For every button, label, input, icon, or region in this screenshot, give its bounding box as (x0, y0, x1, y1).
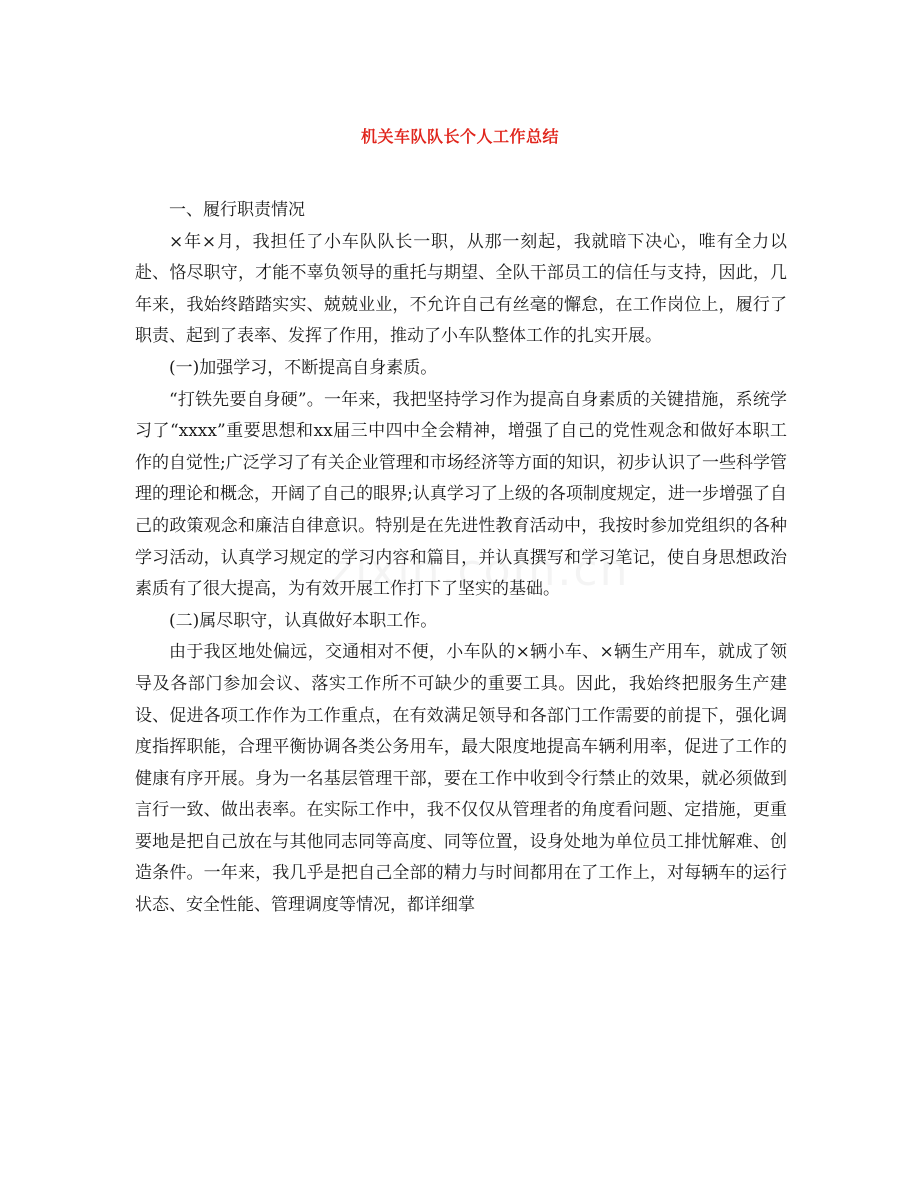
document-title: 机关车队队长个人工作总结 (360, 127, 559, 146)
paragraph-duty: 由于我区地处偏远，交通相对不便，小车队的×辆小车、×辆生产用车，就成了领导及各部门参加会议、落实工作所不可缺少的重要工具。因此，我始终把服务生产建设、促进各项工作作为工作重点，在有效满足领导和各部门工作需要的前提下，强化调度指挥职能，合理平衡协调各类公务用车，最大限度地提高车辆利用率，促进了工作的健康有序开展。身为一名基层管理干部，要在工作中收到令行禁止的效果，就必须做到言行一致、做出表率。在实际工作中，我不仅仅从管理者的角度看问题、定措施，更重要地是把自己放在与其他同志同等高度、同等位置，设身处地为单位员工排忧解难、创造条件。一年来，我几乎是把自己全部的精力与时间都用在了工作上，对每辆车的运行状态、安全性能、管理调度等情况，都详细掌 (135, 642, 787, 916)
document-body (135, 195, 787, 922)
subheading-duty: (二)属尽职守，认真做好本职工作。 (169, 610, 438, 631)
subheading-study: (一)加强学习，不断提高自身素质。 (169, 357, 438, 378)
paragraph-study: “打铁先要自身硬”。一年来，我把坚持学习作为提高自身素质的关键措施，系统学习了“xxxx”重要思想和xx届三中四中全会精神，增强了自己的党性观念和做好本职工作的自觉性;广泛学习了有关企业管理和市场经济等方面的知识，初步认识了一些科学管理的理论和概念，开阔了自己的眼界;认真学习了上级的各项制度规定，进一步增强了自己的政策观念和廉洁自律意识。特别是在先进性教育活动中，我按时参加党组织的各种学习活动，认真学习规定的学习内容和篇目，并认真撰写和学习笔记，使自身思想政治素质有了很大提高，为有效开展工作打下了坚实的基础。 (135, 389, 787, 600)
paragraph-intro: ×年×月，我担任了小车队队长一职，从那一刻起，我就暗下决心，唯有全力以赴、恪尽职守，才能不辜负领导的重托与期望、全队干部员工的信任与支持，因此，几年来，我始终踏踏实实、兢兢业业，不允许自己有丝毫的懈怠，在工作岗位上，履行了职责、起到了表率、发挥了作用，推动了小车队整体工作的扎实开展。 (135, 231, 787, 347)
section-heading-duties: 一、履行职责情况 (169, 200, 305, 220)
